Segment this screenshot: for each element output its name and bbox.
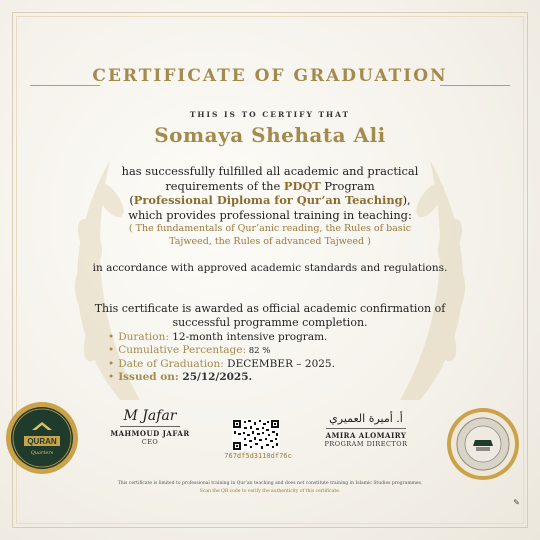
ceo-role: CEO xyxy=(141,438,159,446)
ceo-name: MAHMOUD JAFAR xyxy=(110,429,190,438)
body-line-4: which provides professional training in teaching: xyxy=(128,207,412,222)
pen-icon: ✎ xyxy=(513,498,520,507)
list-item-percentage xyxy=(108,344,468,358)
verification-code: 767df5d3110df76c xyxy=(224,452,292,460)
award-line-1: This certificate is awarded as official academic confirmation of xyxy=(94,302,446,315)
body-line-2-a: requirements of the xyxy=(165,178,284,193)
certify-intro: THIS IS TO CERTIFY THAT xyxy=(189,110,351,119)
training-detail-1: ( The fundamentals of Qur’anic reading, the Rules of basic xyxy=(128,223,412,234)
detail-label: Cumulative Percentage: xyxy=(118,344,247,356)
detail-value: 25/12/2025. xyxy=(178,371,253,383)
ceo-signature-block xyxy=(100,408,200,446)
body-line-3 xyxy=(20,193,520,208)
seal-sub-text: Quarters xyxy=(30,450,54,456)
signature-line xyxy=(120,426,180,427)
qr-code-icon[interactable] xyxy=(232,419,280,451)
body-line-2-b: Program xyxy=(320,178,375,193)
director-role: PROGRAM DIRECTOR xyxy=(324,440,408,448)
director-name: AMIRA ALOMAIRY xyxy=(325,431,407,440)
program-acronym: PDQT xyxy=(283,178,321,193)
body-line-1: has successfully fulfilled all academic and practical xyxy=(121,164,419,178)
bullet-icon: • xyxy=(108,371,115,383)
paren-close: ), xyxy=(402,193,411,207)
list-item-duration xyxy=(108,331,468,344)
body-line-2 xyxy=(20,179,520,194)
award-statement xyxy=(20,302,520,330)
signature-line xyxy=(326,428,406,429)
bullet-icon: • xyxy=(108,358,115,370)
graduate-name: Somaya Shehata Ali xyxy=(154,123,386,147)
accordance-statement: in accordance with approved academic standards and regulations. xyxy=(92,262,448,274)
bullet-icon: • xyxy=(108,331,115,343)
footnote-line-2: Scan the QR code to verify the authenticity of this certificate. xyxy=(199,489,341,494)
list-item-graduation-date xyxy=(108,358,468,371)
detail-label: Duration: xyxy=(118,331,169,343)
detail-value: 82 % xyxy=(246,346,271,356)
director-seal-icon xyxy=(445,406,521,482)
detail-label: Issued on: xyxy=(118,371,179,383)
bullet-icon: • xyxy=(108,344,115,356)
paren-open: ( xyxy=(129,193,134,207)
title-block xyxy=(0,66,540,86)
director-signature: أ. أميرة العميري xyxy=(329,412,403,425)
quran-quarters-seal-icon xyxy=(4,400,80,476)
award-line-2: successful programme completion. xyxy=(172,316,368,329)
certificate-body xyxy=(20,164,520,248)
footnote xyxy=(0,480,540,496)
detail-value: 12-month intensive program. xyxy=(168,331,328,343)
details-list xyxy=(108,331,468,384)
list-item-issued xyxy=(108,371,468,384)
detail-label: Date of Graduation: xyxy=(118,358,224,370)
director-signature-block xyxy=(306,412,426,448)
seal-text: QURAN xyxy=(27,437,57,446)
footnote-line-1: This certificate is limited to professional training in Qur’an teaching and does not constitute training in Islamic Studies programmes. xyxy=(117,481,423,486)
ceo-signature: M Jafar xyxy=(123,408,177,424)
training-detail-2: Tajweed, the Rules of advanced Tajweed ) xyxy=(169,236,371,247)
certificate-title: CERTIFICATE OF GRADUATION xyxy=(92,66,448,86)
detail-value: DECEMBER – 2025. xyxy=(223,358,335,370)
program-full-name: Professional Diploma for Qur’an Teaching xyxy=(133,193,403,207)
